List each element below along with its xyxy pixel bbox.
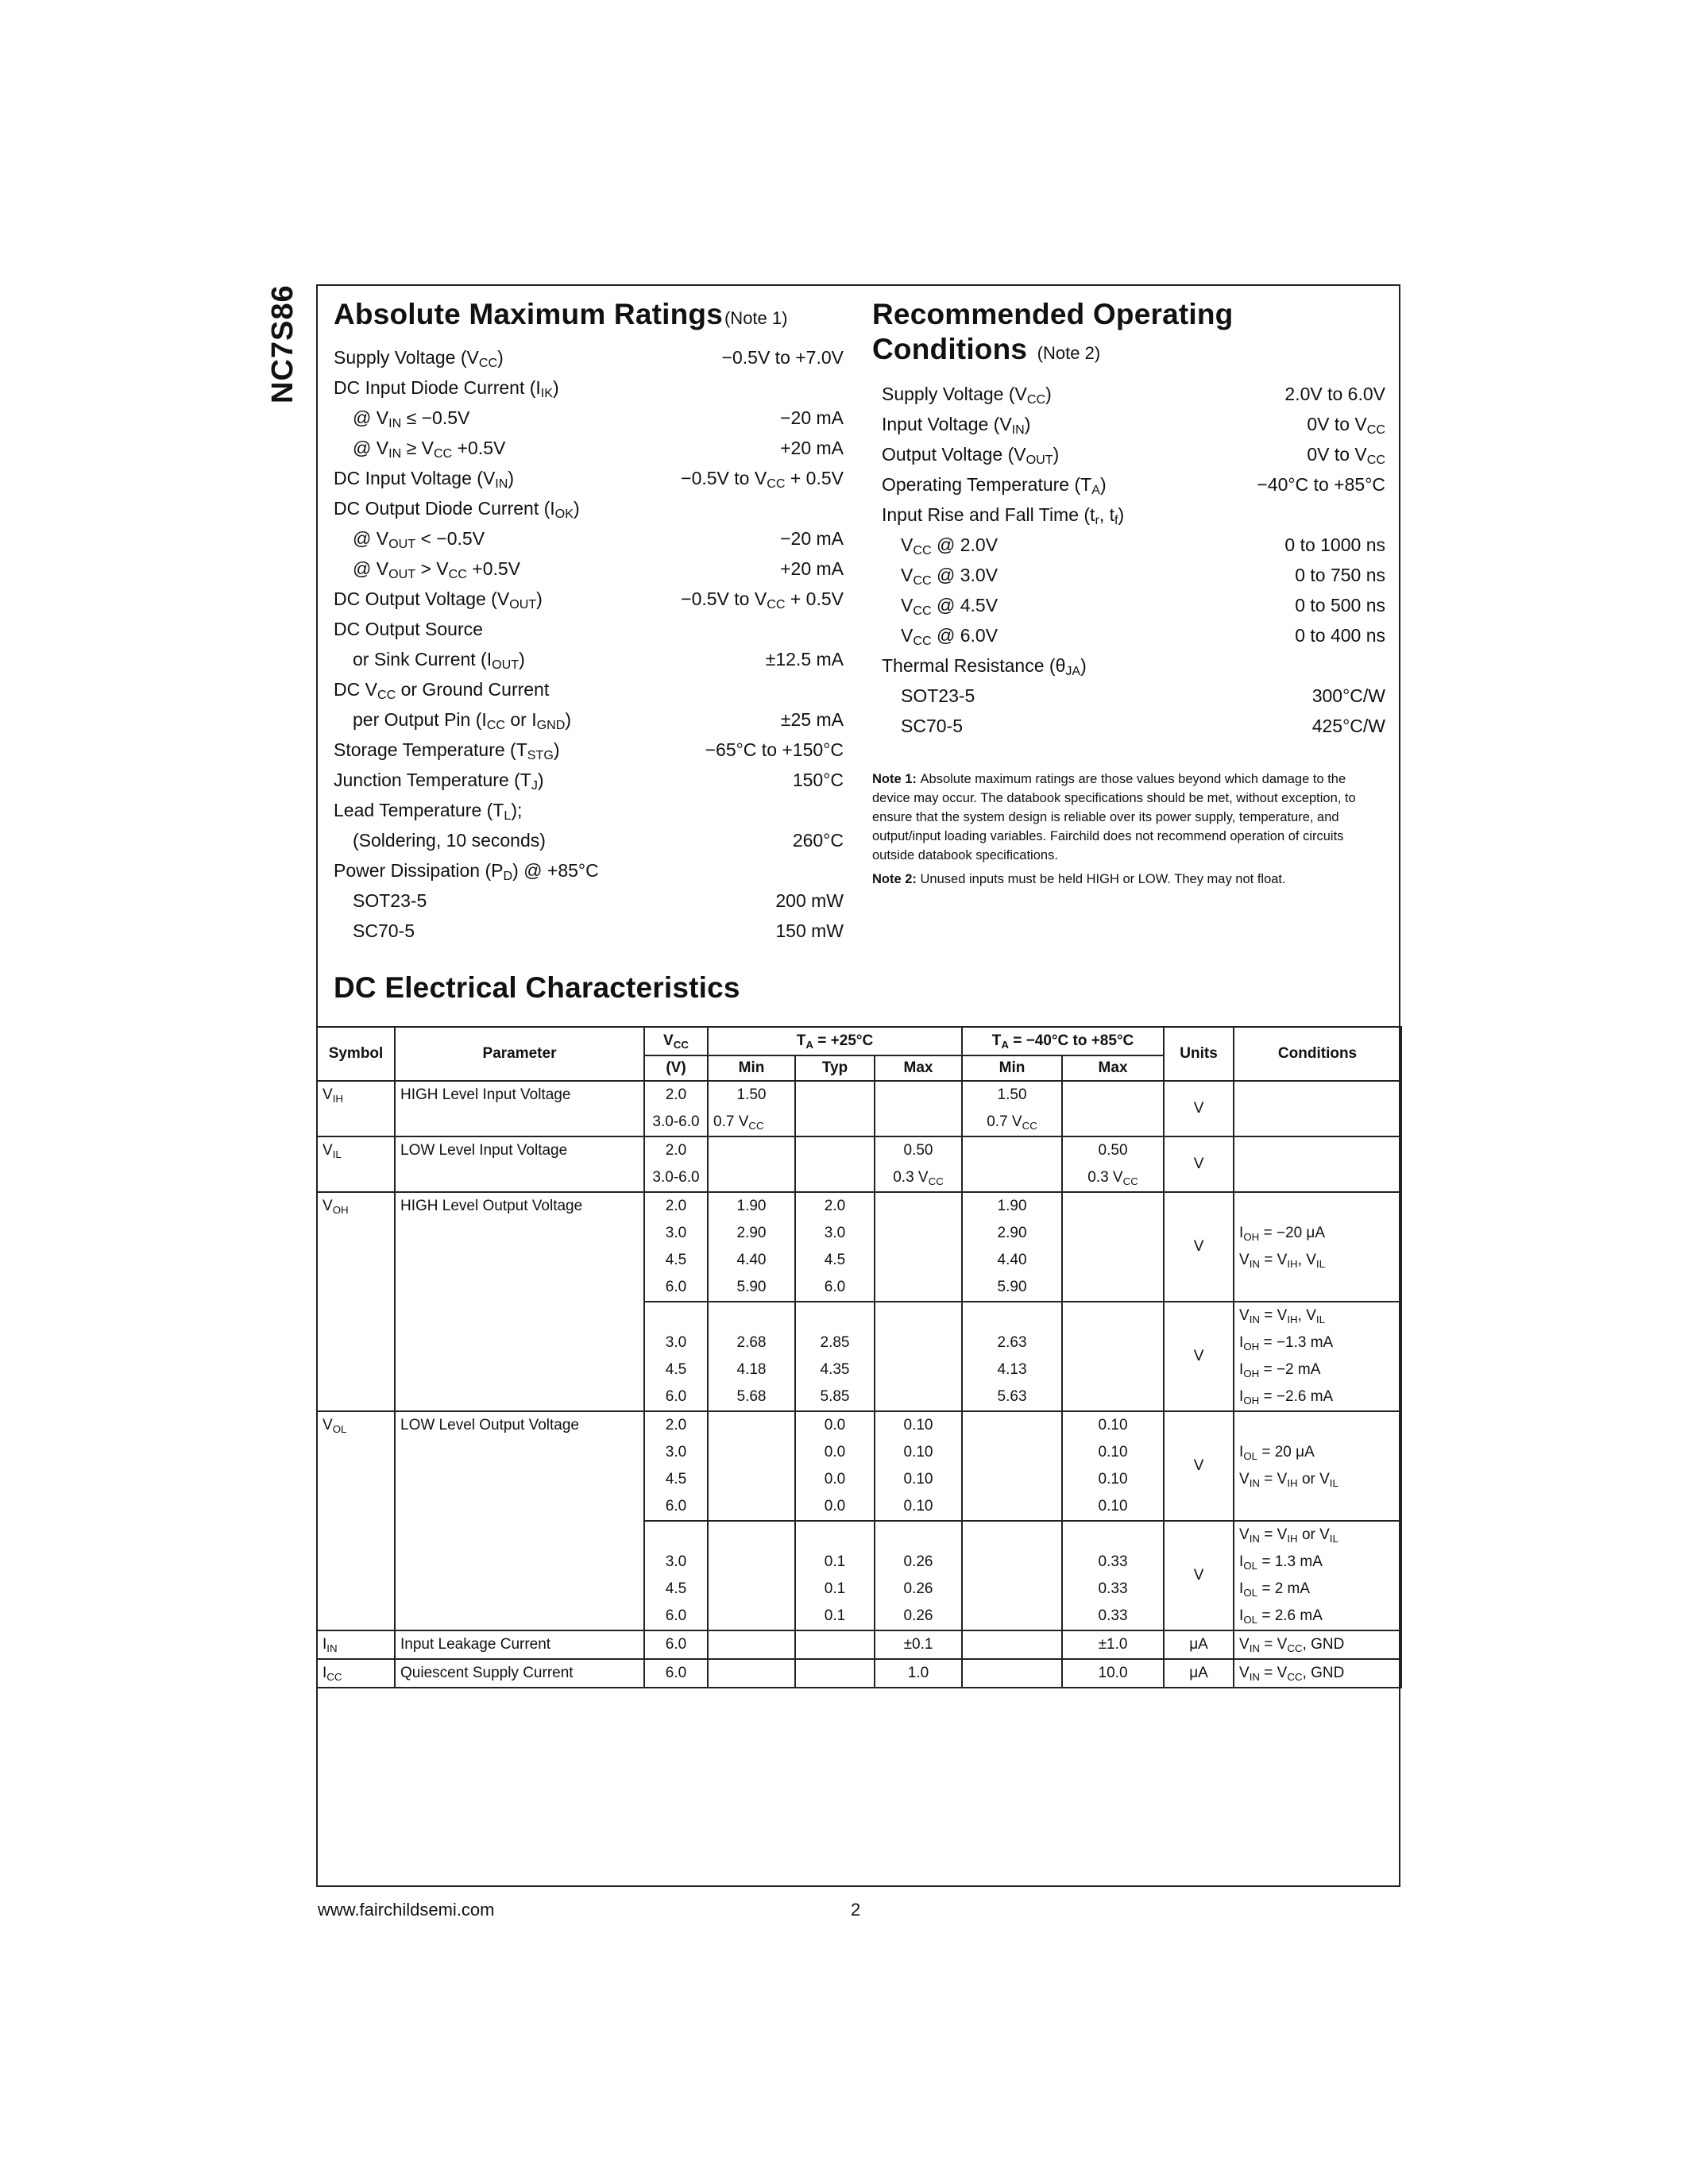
cell-ta40-max: 0.10	[1062, 1411, 1164, 1439]
table-row	[317, 1411, 1401, 1439]
col-ta40-min: Min	[962, 1055, 1062, 1081]
cell-symbol: $V_{OL}$	[317, 1411, 395, 1630]
cell-ta25-typ: 4.5	[795, 1247, 875, 1274]
abs-max-value: −65°C to +150°C	[705, 739, 844, 760]
abs-max-row	[334, 704, 844, 735]
cell-vcc: 2.0	[644, 1192, 708, 1220]
cell-ta40-min	[962, 1164, 1062, 1192]
cell-ta25-max: 0.26	[875, 1576, 962, 1603]
abs-max-value: −20 mA	[780, 528, 844, 549]
cell-ta40-min: 0.7 $V_{CC}$	[962, 1109, 1062, 1136]
cell-ta25-max: 0.10	[875, 1493, 962, 1521]
cell-ta25-typ: 0.0	[795, 1439, 875, 1466]
cell-symbol: $V_{IL}$	[317, 1136, 395, 1192]
rec-op-row	[872, 620, 1385, 650]
cell-ta25-min: 2.68	[708, 1329, 795, 1356]
cell-units: V	[1164, 1081, 1234, 1136]
dc-characteristics-table	[316, 1026, 1402, 1688]
abs-max-row	[334, 403, 844, 433]
cell-ta40-min: 2.90	[962, 1220, 1062, 1247]
cell-ta25-min: 2.90	[708, 1220, 795, 1247]
recommended-operating-section	[872, 297, 1385, 893]
cell-ta25-max	[875, 1329, 962, 1356]
cell-ta25-typ: 0.0	[795, 1411, 875, 1439]
recommended-operating-title-line2: Conditions	[872, 333, 1028, 365]
rec-op-row	[872, 439, 1385, 469]
note-label: Note 2:	[872, 872, 921, 886]
cell-ta25-min	[708, 1576, 795, 1603]
cell-ta40-max	[1062, 1109, 1164, 1136]
cell-ta25-typ	[795, 1302, 875, 1329]
cell-ta40-max	[1062, 1383, 1164, 1411]
rec-op-value: 0V to $V_{CC}$	[1307, 414, 1385, 437]
cell-ta25-min	[708, 1603, 795, 1630]
cell-ta25-min: 5.90	[708, 1274, 795, 1302]
cell-ta25-max	[875, 1247, 962, 1274]
cell-ta40-min: 4.40	[962, 1247, 1062, 1274]
cell-vcc: 2.0	[644, 1081, 708, 1109]
cell-ta25-min	[708, 1630, 795, 1659]
rec-op-value: 300°C/W	[1311, 685, 1385, 706]
cell-ta25-typ: 0.1	[795, 1549, 875, 1576]
cell-ta25-typ	[795, 1164, 875, 1192]
content-frame	[316, 284, 1400, 1887]
cell-ta25-min: 0.7 $V_{CC}$	[708, 1109, 795, 1136]
col-ta25-typ: Typ	[795, 1055, 875, 1081]
cell-vcc: 6.0	[644, 1274, 708, 1302]
cell-ta25-typ	[795, 1521, 875, 1549]
cell-vcc: 3.0	[644, 1329, 708, 1356]
cell-symbol: $I_{IN}$	[317, 1630, 395, 1659]
abs-max-value: −0.5V to $V_{CC} + 0.5V$	[681, 468, 844, 491]
cell-ta25-max	[875, 1521, 962, 1549]
cell-ta25-min	[708, 1466, 795, 1493]
rec-op-parameter: SC70-5	[901, 716, 963, 736]
col-symbol: Symbol	[317, 1027, 395, 1081]
abs-max-row	[334, 342, 844, 372]
abs-max-value: −20 mA	[780, 407, 844, 428]
rec-op-row	[872, 711, 1385, 741]
cell-ta25-min	[708, 1549, 795, 1576]
cell-vcc: 6.0	[644, 1659, 708, 1688]
cell-ta25-min	[708, 1439, 795, 1466]
cell-ta25-max	[875, 1383, 962, 1411]
cell-ta40-max	[1062, 1081, 1164, 1109]
table-row	[317, 1659, 1401, 1688]
cell-ta25-max	[875, 1356, 962, 1383]
cell-ta25-max	[875, 1192, 962, 1220]
cell-ta40-min: 5.90	[962, 1274, 1062, 1302]
cell-ta25-max	[875, 1081, 962, 1109]
cell-ta40-max: 0.33	[1062, 1576, 1164, 1603]
cell-vcc: 3.0	[644, 1220, 708, 1247]
cell-ta40-min: 1.50	[962, 1081, 1062, 1109]
abs-max-value: 150 mW	[775, 920, 844, 941]
abs-max-parameter: SOT23-5	[353, 890, 427, 911]
cell-ta40-max: 10.0	[1062, 1659, 1164, 1688]
dc-characteristics-title: DC Electrical Characteristics	[334, 971, 740, 1004]
cell-ta40-min: 5.63	[962, 1383, 1062, 1411]
cell-ta40-max	[1062, 1302, 1164, 1329]
col-conditions: Conditions	[1234, 1027, 1401, 1081]
abs-max-row	[334, 916, 844, 946]
dc-characteristics-table-wrap	[316, 1026, 1400, 1688]
rec-op-value: 0 to 400 ns	[1295, 625, 1385, 646]
cell-conditions: $V_{IN} = V_{IH}$, $V_{IL}$ $I_{OH} = -1.3$ mA $I_{OH} = -2$ mA $I_{OH} = -2.6$ mA	[1234, 1302, 1401, 1411]
rec-op-parameter: Input Rise and Fall Time ($t_r$, $t_f$)	[882, 504, 1125, 527]
col-ta40-max: Max	[1062, 1055, 1164, 1081]
abs-max-row	[334, 523, 844, 554]
abs-max-value: −0.5V to $V_{CC} + 0.5V$	[681, 588, 844, 612]
abs-max-parameter: or Sink Current $(I_{OUT})$	[353, 649, 525, 672]
abs-max-parameter: DC Output Voltage $(V_{OUT})$	[334, 588, 543, 612]
abs-max-parameter: Lead Temperature $(T_L)$;	[334, 800, 523, 823]
table-row	[317, 1192, 1401, 1220]
cell-ta25-max: 0.50	[875, 1136, 962, 1164]
cell-ta25-typ: 5.85	[795, 1383, 875, 1411]
cell-ta25-max: 1.0	[875, 1659, 962, 1688]
rec-op-value: −40°C to +85°C	[1257, 474, 1385, 495]
abs-max-parameter: Power Dissipation $(P_D)$ @ +85°C	[334, 860, 599, 883]
cell-ta25-typ: 0.0	[795, 1493, 875, 1521]
col-vcc-unit: (V)	[644, 1055, 708, 1081]
cell-ta25-typ: 0.1	[795, 1603, 875, 1630]
rec-op-parameter: Operating Temperature $(T_A)$	[882, 474, 1107, 497]
abs-max-row	[334, 463, 844, 493]
rec-op-row	[872, 590, 1385, 620]
note-text: Absolute maximum ratings are those values beyond which damage to the device may occur. The databook specifications should be met, without exception, to ensure that the system design is reliable over its power supply, temperature, and output/input loading variables. Fairchild does not recommend operation of circuits outside databook specifications.	[872, 772, 1356, 862]
cell-ta40-max: 0.50	[1062, 1136, 1164, 1164]
cell-units: V	[1164, 1136, 1234, 1192]
cell-vcc: 3.0	[644, 1549, 708, 1576]
rec-op-row	[872, 560, 1385, 590]
cell-ta40-max	[1062, 1274, 1164, 1302]
cell-ta40-min	[962, 1136, 1062, 1164]
rec-op-parameter: Input Voltage $(V_{IN})$	[882, 414, 1031, 437]
cell-ta25-max	[875, 1302, 962, 1329]
abs-max-row	[334, 825, 844, 855]
rec-op-parameter: SOT23-5	[901, 685, 975, 706]
absolute-max-list	[334, 342, 844, 946]
abs-max-parameter: (Soldering, 10 seconds)	[353, 830, 546, 851]
cell-ta25-min	[708, 1411, 795, 1439]
abs-max-parameter: Junction Temperature $(T_J)$	[334, 770, 544, 793]
cell-ta25-typ: 6.0	[795, 1274, 875, 1302]
cell-ta25-max: 0.10	[875, 1466, 962, 1493]
abs-max-parameter: DC Output Source	[334, 619, 483, 639]
table-row	[317, 1081, 1401, 1109]
recommended-operating-title-line1: Recommended Operating	[872, 298, 1234, 330]
cell-ta40-max: ±1.0	[1062, 1630, 1164, 1659]
cell-vcc: 3.0-6.0	[644, 1109, 708, 1136]
cell-conditions: $V_{IN} = V_{CC}$, GND	[1234, 1659, 1401, 1688]
cell-ta25-min: 4.40	[708, 1247, 795, 1274]
rec-op-value: 0V to $V_{CC}$	[1307, 444, 1385, 467]
cell-ta40-min: 2.63	[962, 1329, 1062, 1356]
cell-vcc: 3.0	[644, 1439, 708, 1466]
abs-max-parameter: DC Output Diode Current $(I_{OK})$	[334, 498, 580, 521]
cell-units: V	[1164, 1411, 1234, 1521]
abs-max-parameter: DC Input Diode Current $(I_{IK})$	[334, 377, 559, 400]
cell-vcc: 4.5	[644, 1247, 708, 1274]
note-text: Unused inputs must be held HIGH or LOW. They may not float.	[920, 872, 1286, 886]
cell-conditions: $V_{IN} = V_{CC}$, GND	[1234, 1630, 1401, 1659]
rec-op-value: 0 to 750 ns	[1295, 565, 1385, 585]
col-ta25: $T_A = +25^\circ C$	[708, 1027, 962, 1055]
cell-conditions	[1234, 1136, 1401, 1192]
cell-ta25-max	[875, 1109, 962, 1136]
cell-ta40-max: 0.33	[1062, 1603, 1164, 1630]
abs-max-value: −0.5V to +7.0V	[721, 347, 844, 368]
cell-ta25-min: 1.50	[708, 1081, 795, 1109]
col-ta25-min: Min	[708, 1055, 795, 1081]
cell-ta25-min	[708, 1164, 795, 1192]
abs-max-row	[334, 584, 844, 614]
cell-ta40-max	[1062, 1220, 1164, 1247]
cell-vcc	[644, 1521, 708, 1549]
abs-max-row	[334, 735, 844, 765]
cell-vcc: 3.0-6.0	[644, 1164, 708, 1192]
cell-ta40-min	[962, 1603, 1062, 1630]
cell-ta25-min	[708, 1659, 795, 1688]
abs-max-row	[334, 433, 844, 463]
cell-ta25-typ	[795, 1630, 875, 1659]
cell-ta40-min	[962, 1439, 1062, 1466]
abs-max-value: +20 mA	[780, 558, 844, 579]
rec-op-row	[872, 500, 1385, 530]
rec-op-row	[872, 379, 1385, 409]
cell-ta25-max: ±0.1	[875, 1630, 962, 1659]
rec-op-row	[872, 681, 1385, 711]
cell-parameter: LOW Level Output Voltage	[395, 1411, 644, 1630]
abs-max-value: +20 mA	[780, 438, 844, 458]
col-parameter: Parameter	[395, 1027, 644, 1081]
cell-parameter: HIGH Level Output Voltage	[395, 1192, 644, 1411]
cell-ta25-max: 0.26	[875, 1549, 962, 1576]
abs-max-row	[334, 614, 844, 644]
cell-vcc: 4.5	[644, 1466, 708, 1493]
rec-op-parameter: $V_{CC}$ @ 6.0V	[901, 625, 999, 648]
cell-vcc: 6.0	[644, 1603, 708, 1630]
rec-op-row	[872, 650, 1385, 681]
cell-conditions: $I_{OH} = -20$ μA $V_{IN} = V_{IH}$, $V_{IL}$	[1234, 1192, 1401, 1302]
cell-vcc	[644, 1302, 708, 1329]
cell-parameter: Quiescent Supply Current	[395, 1659, 644, 1688]
abs-max-parameter: DC Input Voltage $(V_{IN})$	[334, 468, 515, 491]
cell-ta25-max: 0.10	[875, 1411, 962, 1439]
abs-max-row	[334, 855, 844, 886]
cell-ta40-max	[1062, 1356, 1164, 1383]
abs-max-row	[334, 886, 844, 916]
abs-max-parameter: Storage Temperature $(T_{STG})$	[334, 739, 560, 762]
cell-ta40-min	[962, 1302, 1062, 1329]
abs-max-row	[334, 795, 844, 825]
cell-ta40-min	[962, 1630, 1062, 1659]
rec-op-value: 0 to 1000 ns	[1284, 534, 1385, 555]
col-ta40: $T_A = -40^\circ C$ to +85°C	[962, 1027, 1164, 1055]
abs-max-parameter: @ $V_{IN} \ge V_{CC} +0.5V$	[353, 438, 506, 461]
abs-max-value: ±25 mA	[780, 709, 844, 730]
rec-op-value: 425°C/W	[1311, 716, 1385, 736]
abs-max-parameter: @ $V_{IN} \le -0.5V$	[353, 407, 470, 430]
abs-max-value: 200 mW	[775, 890, 844, 911]
cell-ta25-typ: 2.85	[795, 1329, 875, 1356]
recommended-operating-title	[872, 297, 1385, 371]
cell-ta40-max	[1062, 1329, 1164, 1356]
cell-ta40-min	[962, 1549, 1062, 1576]
cell-symbol: $V_{OH}$	[317, 1192, 395, 1411]
cell-vcc: 6.0	[644, 1383, 708, 1411]
rec-op-parameter: Output Voltage $(V_{OUT})$	[882, 444, 1060, 467]
rec-op-parameter: Supply Voltage $(V_{CC})$	[882, 384, 1052, 407]
recommended-operating-list	[872, 379, 1385, 741]
cell-vcc: 2.0	[644, 1411, 708, 1439]
abs-max-row	[334, 372, 844, 403]
page-number: 2	[851, 1900, 861, 1920]
cell-ta25-min: 4.18	[708, 1356, 795, 1383]
abs-max-row	[334, 644, 844, 674]
footer-url[interactable]: www.fairchildsemi.com	[318, 1900, 495, 1920]
rec-op-parameter: $V_{CC}$ @ 2.0V	[901, 534, 999, 558]
cell-ta25-max	[875, 1220, 962, 1247]
rec-op-parameter: Thermal Resistance $(\theta_{JA})$	[882, 655, 1087, 678]
rec-op-row	[872, 409, 1385, 439]
abs-max-row	[334, 554, 844, 584]
cell-ta40-max: 0.10	[1062, 1439, 1164, 1466]
note-label: Note 1:	[872, 772, 921, 786]
cell-ta40-min	[962, 1659, 1062, 1688]
rec-op-value: 2.0V to 6.0V	[1284, 384, 1385, 404]
dc-table-body	[317, 1081, 1401, 1688]
cell-ta25-max: 0.26	[875, 1603, 962, 1630]
cell-ta40-min	[962, 1521, 1062, 1549]
abs-max-row	[334, 493, 844, 523]
cell-ta25-typ	[795, 1081, 875, 1109]
col-units: Units	[1164, 1027, 1234, 1081]
cell-ta25-max	[875, 1274, 962, 1302]
abs-max-value: ±12.5 mA	[765, 649, 844, 669]
cell-conditions	[1234, 1081, 1401, 1136]
cell-ta40-min	[962, 1466, 1062, 1493]
part-number-side-label: NC7S86	[266, 284, 299, 403]
cell-ta25-min: 5.68	[708, 1383, 795, 1411]
cell-ta25-max: 0.10	[875, 1439, 962, 1466]
cell-vcc: 6.0	[644, 1630, 708, 1659]
cell-ta40-min: 1.90	[962, 1192, 1062, 1220]
table-row	[317, 1136, 1401, 1164]
cell-units: V	[1164, 1521, 1234, 1630]
rec-op-value: 0 to 500 ns	[1295, 595, 1385, 615]
cell-ta40-max	[1062, 1247, 1164, 1274]
cell-ta40-max: 0.33	[1062, 1549, 1164, 1576]
cell-ta25-max: 0.3 $V_{CC}$	[875, 1164, 962, 1192]
cell-ta25-min	[708, 1136, 795, 1164]
cell-ta25-min	[708, 1521, 795, 1549]
recommended-operating-note-ref: (Note 2)	[1037, 343, 1101, 363]
absolute-max-note-ref: (Note 1)	[724, 308, 788, 328]
cell-vcc: 2.0	[644, 1136, 708, 1164]
cell-vcc: 6.0	[644, 1493, 708, 1521]
cell-conditions: $I_{OL} = 20$ μA $V_{IN} = V_{IH}$ or $V_{IL}$	[1234, 1411, 1401, 1521]
cell-ta25-typ	[795, 1136, 875, 1164]
cell-ta25-min	[708, 1302, 795, 1329]
abs-max-parameter: DC $V_{CC}$ or Ground Current	[334, 679, 550, 702]
note	[872, 870, 1385, 889]
rec-op-row	[872, 530, 1385, 560]
cell-ta40-max: 0.10	[1062, 1466, 1164, 1493]
cell-ta40-min	[962, 1576, 1062, 1603]
cell-ta40-min	[962, 1493, 1062, 1521]
cell-ta25-min	[708, 1493, 795, 1521]
absolute-max-section	[334, 297, 844, 946]
cell-parameter: Input Leakage Current	[395, 1630, 644, 1659]
cell-ta40-max: 0.10	[1062, 1493, 1164, 1521]
rec-op-row	[872, 469, 1385, 500]
cell-symbol: $V_{IH}$	[317, 1081, 395, 1136]
cell-ta25-typ: 2.0	[795, 1192, 875, 1220]
cell-vcc: 4.5	[644, 1576, 708, 1603]
cell-units: μA	[1164, 1659, 1234, 1688]
table-row	[317, 1630, 1401, 1659]
rec-op-parameter: $V_{CC}$ @ 3.0V	[901, 565, 999, 588]
cell-ta40-max	[1062, 1192, 1164, 1220]
dc-table-header	[317, 1027, 1401, 1081]
abs-max-row	[334, 765, 844, 795]
abs-max-parameter: Supply Voltage $(V_{CC})$	[334, 347, 504, 370]
absolute-max-title-text: Absolute Maximum Ratings	[334, 298, 723, 330]
cell-units: μA	[1164, 1630, 1234, 1659]
rec-op-parameter: $V_{CC}$ @ 4.5V	[901, 595, 999, 618]
cell-units: V	[1164, 1192, 1234, 1302]
cell-units: V	[1164, 1302, 1234, 1411]
cell-ta25-typ	[795, 1109, 875, 1136]
cell-ta25-typ: 0.1	[795, 1576, 875, 1603]
cell-ta40-min: 4.13	[962, 1356, 1062, 1383]
abs-max-row	[334, 674, 844, 704]
cell-ta40-min	[962, 1411, 1062, 1439]
absolute-max-title	[334, 297, 844, 336]
note	[872, 770, 1385, 865]
cell-ta40-max	[1062, 1521, 1164, 1549]
cell-ta25-min: 1.90	[708, 1192, 795, 1220]
cell-vcc: 4.5	[644, 1356, 708, 1383]
cell-conditions: $V_{IN} = V_{IH}$ or $V_{IL}$ $I_{OL} = 1.3$ mA $I_{OL} = 2$ mA $I_{OL} = 2.6$ mA	[1234, 1521, 1401, 1630]
col-ta25-max: Max	[875, 1055, 962, 1081]
abs-max-parameter: SC70-5	[353, 920, 415, 941]
cell-ta25-typ: 3.0	[795, 1220, 875, 1247]
cell-parameter: HIGH Level Input Voltage	[395, 1081, 644, 1136]
abs-max-parameter: per Output Pin ($I_{CC}$ or $I_{GND}$)	[353, 709, 572, 732]
cell-ta40-max: 0.3 $V_{CC}$	[1062, 1164, 1164, 1192]
abs-max-parameter: @ $V_{OUT} > V_{CC} +0.5V$	[353, 558, 521, 581]
abs-max-parameter: @ $V_{OUT} < -0.5V$	[353, 528, 485, 551]
abs-max-value: 150°C	[792, 770, 844, 790]
cell-ta25-typ: 4.35	[795, 1356, 875, 1383]
notes-block	[872, 770, 1385, 889]
cell-ta25-typ: 0.0	[795, 1466, 875, 1493]
col-vcc: $V_{CC}$	[644, 1027, 708, 1055]
cell-ta25-typ	[795, 1659, 875, 1688]
abs-max-value: 260°C	[792, 830, 844, 851]
cell-parameter: LOW Level Input Voltage	[395, 1136, 644, 1192]
cell-symbol: $I_{CC}$	[317, 1659, 395, 1688]
